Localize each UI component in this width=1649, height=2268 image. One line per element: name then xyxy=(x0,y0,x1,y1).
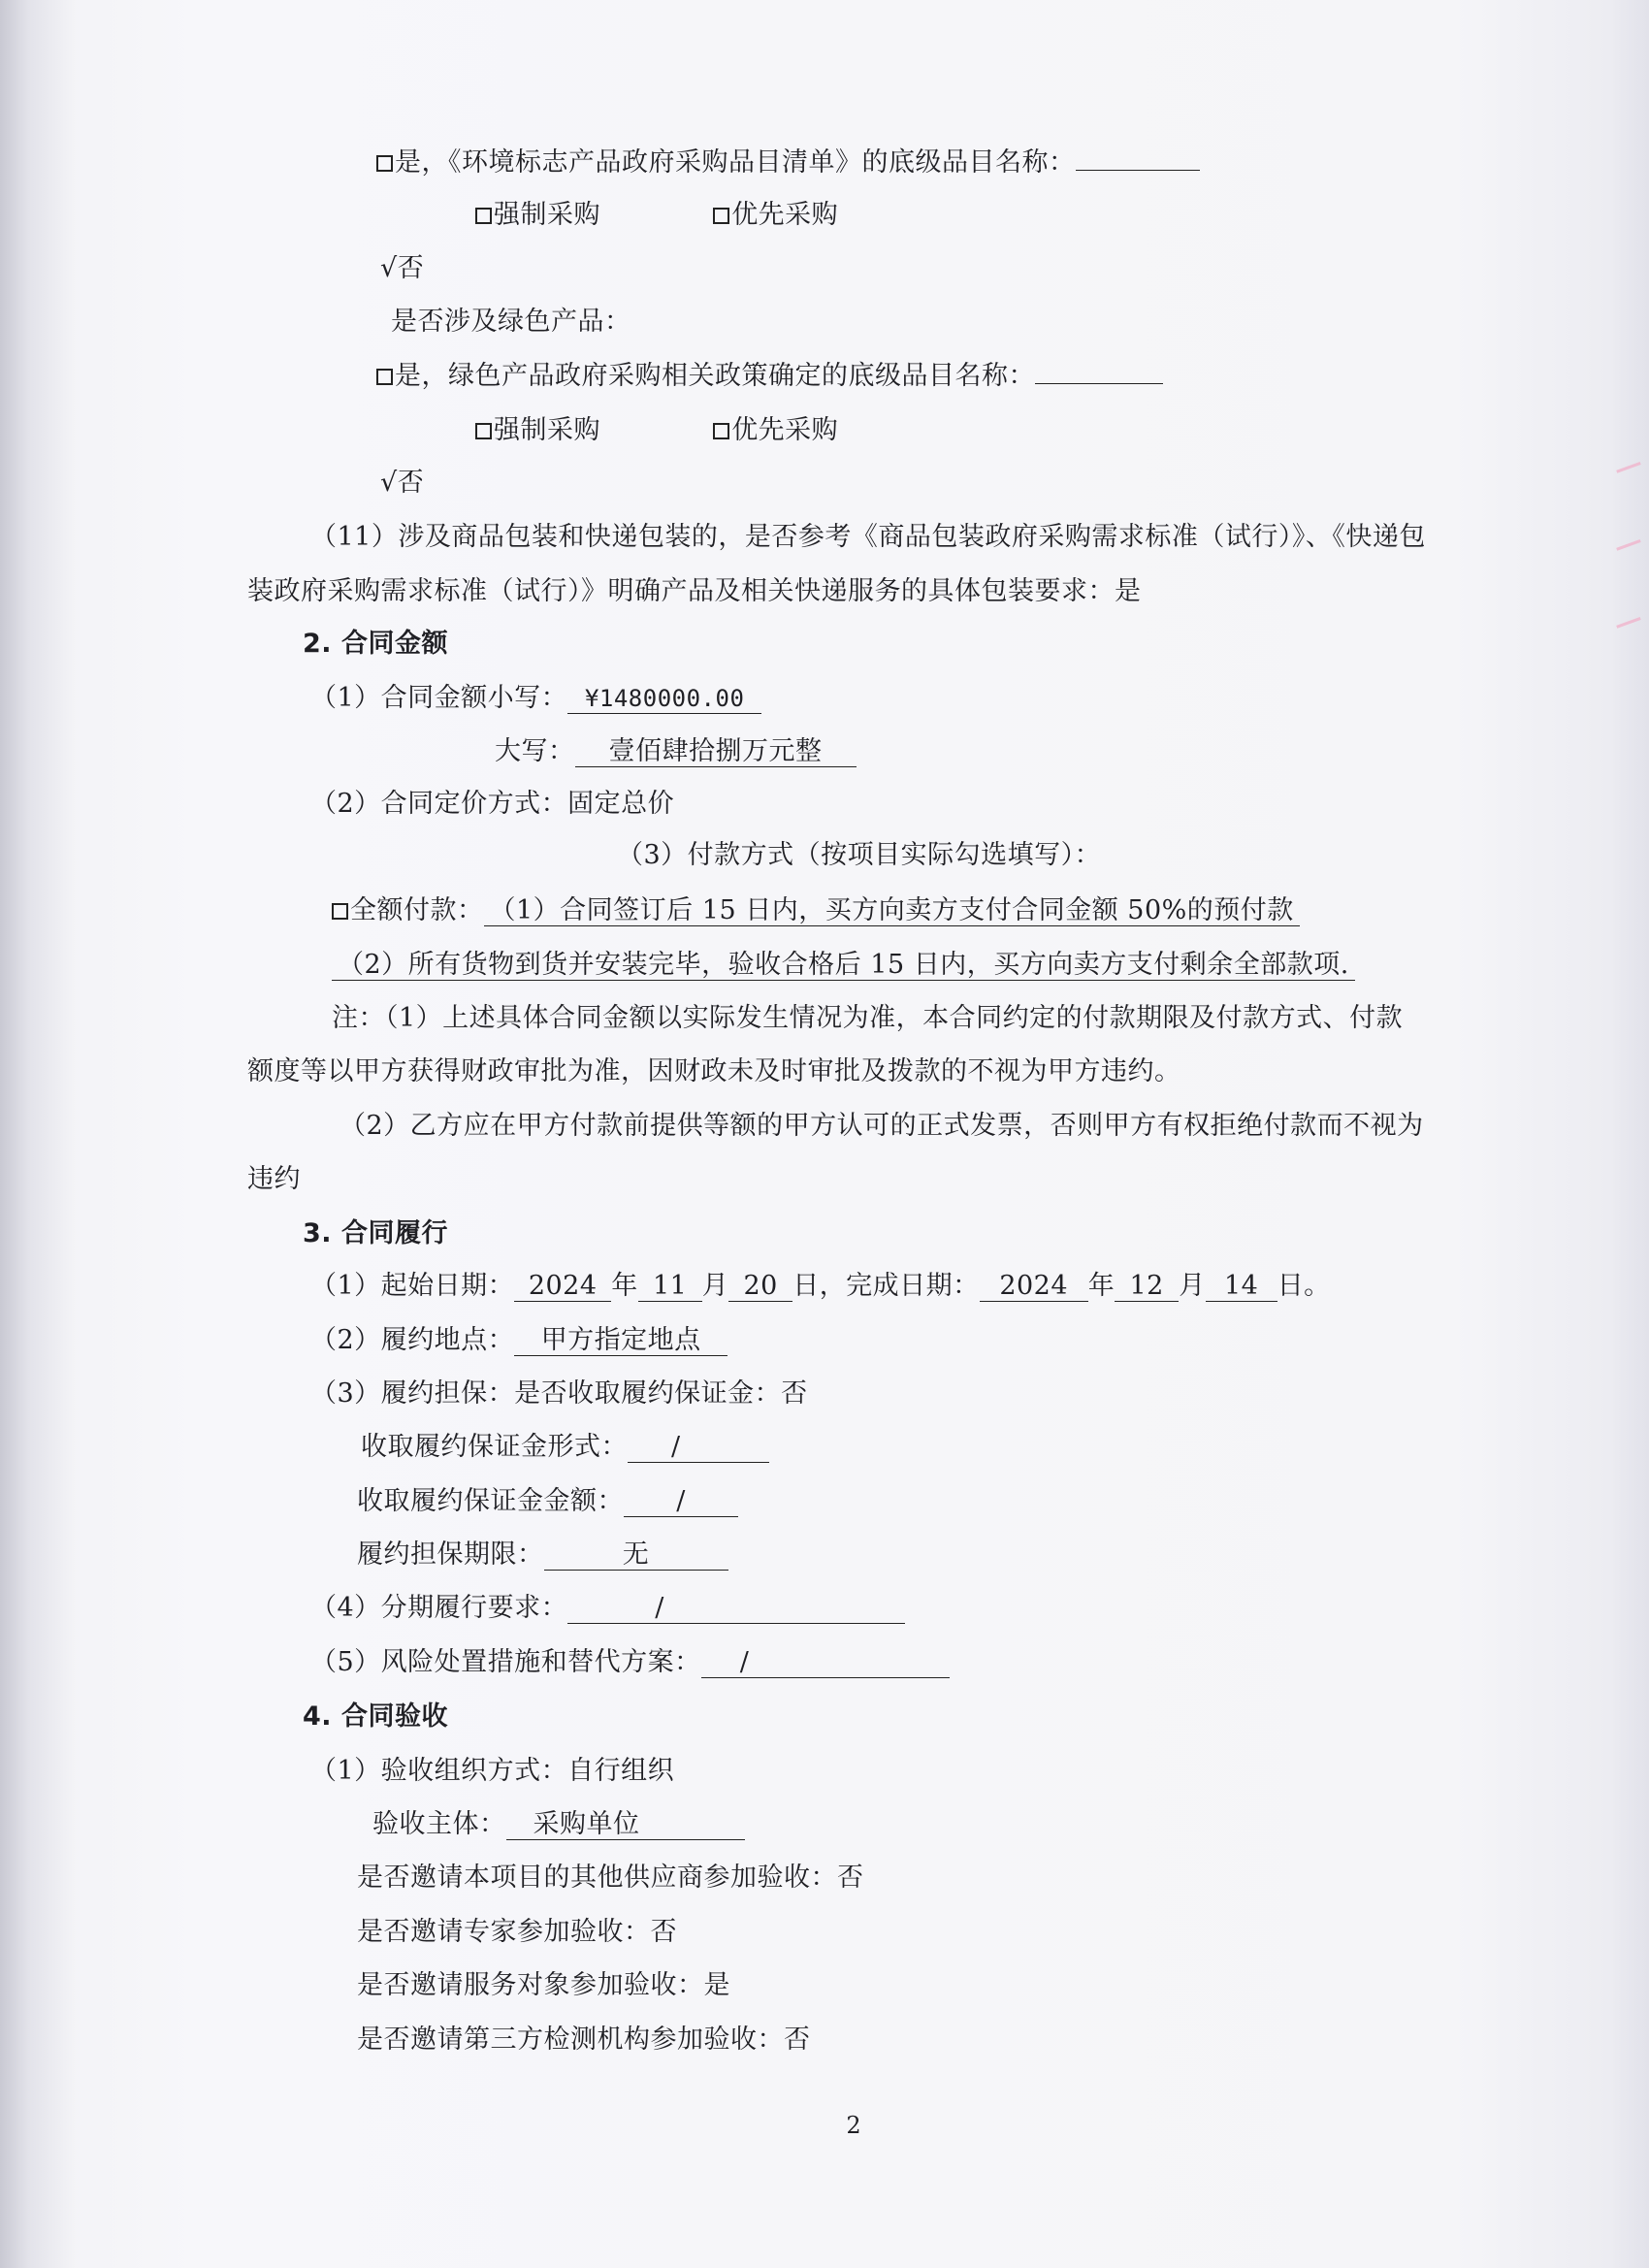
acceptance-q4: 是否邀请第三方检测机构参加验收：否 xyxy=(357,2025,811,2055)
pricing-method: （2）合同定价方式：固定总价 xyxy=(310,789,675,819)
risk-value: / xyxy=(701,1648,950,1678)
amount-large-line: 大写： 壹佰肆拾捌万元整 xyxy=(495,734,857,769)
acceptance-org-method: （1）验收组织方式：自行组织 xyxy=(310,1756,675,1786)
checkbox-full-payment[interactable] xyxy=(332,903,348,920)
guarantee-period-value: 无 xyxy=(544,1540,728,1571)
deposit-amount-line: 收取履约保证金金额： / xyxy=(357,1484,738,1519)
binding-edge xyxy=(0,0,76,2268)
dates-line: （1）起始日期： 2024 年 11 月 20 日，完成日期： 2024 年 12 月 14 日。 xyxy=(310,1271,1331,1301)
page-number: 2 xyxy=(846,2112,861,2139)
deposit-form-value: / xyxy=(628,1433,769,1463)
end-year: 2024 xyxy=(980,1272,1088,1302)
note-1-line-1: 注：（1）上述具体合同金额以实际发生情况为准，本合同约定的付款期限及付款方式、付款 xyxy=(332,1003,1404,1033)
acceptance-q1: 是否邀请本项目的其他供应商参加验收：否 xyxy=(357,1863,864,1893)
amount-heading: 2. 合同金额 xyxy=(303,629,448,659)
performance-heading: 3. 合同履行 xyxy=(303,1218,448,1248)
checkbox-env-mandatory[interactable] xyxy=(475,208,492,224)
start-month: 11 xyxy=(638,1272,702,1302)
checkbox-env-priority[interactable] xyxy=(713,208,729,224)
installment-line: （4）分期履行要求： / xyxy=(310,1591,905,1626)
start-day: 20 xyxy=(728,1272,792,1302)
green-no-line: √否 xyxy=(380,468,425,498)
installment-value: / xyxy=(567,1594,905,1624)
full-payment-term-1: （1）合同签订后 15 日内，买方向卖方支付合同金额 50%的预付款 xyxy=(484,896,1300,926)
acceptance-subject-value: 采购单位 xyxy=(506,1810,745,1840)
acceptance-q2: 是否邀请专家参加验收：否 xyxy=(357,1917,677,1947)
full-payment-term-2: （2）所有货物到货并安装完毕，验收合格后 15 日内，买方向卖方支付剩余全部款项. xyxy=(332,951,1355,981)
full-payment-term-2-line xyxy=(332,948,1355,983)
checkbox-env-yes[interactable] xyxy=(376,155,393,172)
packaging-line-1: （11）涉及商品包装和快递包装的，是否参考《商品包装政府采购需求标准（试行）》、《快递包 xyxy=(310,522,1426,552)
checkbox-green-priority[interactable] xyxy=(713,423,729,439)
note-2-line-1: （2）乙方应在甲方付款前提供等额的甲方认可的正式发票，否则甲方有权拒绝付款而不视为 xyxy=(340,1111,1424,1141)
green-product-question: 是否涉及绿色产品： xyxy=(391,307,631,337)
page-right-edge xyxy=(1610,0,1649,2268)
amount-small-value: ¥1480000.00 xyxy=(567,684,761,714)
start-year: 2024 xyxy=(514,1272,611,1302)
env-no-line: √否 xyxy=(380,253,425,283)
acceptance-q3: 是否邀请服务对象参加验收：是 xyxy=(357,1970,730,2000)
amount-large-value: 壹佰肆拾捌万元整 xyxy=(575,737,857,767)
end-month: 12 xyxy=(1115,1272,1179,1302)
env-label-yes-line: 是，《环境标志产品政府采购品目清单》的底级品目名称： xyxy=(376,146,1200,180)
deposit-form-line: 收取履约保证金形式： / xyxy=(361,1430,769,1465)
green-yes-line: 是，绿色产品政府采购相关政策确定的底级品目名称： xyxy=(376,359,1163,394)
amount-small-line: （1）合同金额小写： ¥1480000.00 xyxy=(310,681,761,716)
location-value: 甲方指定地点 xyxy=(514,1326,728,1356)
env-options-line: 强制采购 优先采购 xyxy=(475,198,838,233)
acceptance-subject-line: 验收主体： 采购单位 xyxy=(372,1807,745,1842)
green-options-line: 强制采购 优先采购 xyxy=(475,413,838,448)
deposit-amount-value: / xyxy=(624,1487,738,1517)
acceptance-heading: 4. 合同验收 xyxy=(303,1701,448,1732)
payment-method: （3）付款方式（按项目实际勾选填写）： xyxy=(617,840,1102,870)
note-1-line-2: 额度等以甲方获得财政审批为准，因财政未及时审批及拨款的不视为甲方违约。 xyxy=(247,1056,1181,1086)
note-2-line-2: 违约 xyxy=(247,1164,301,1194)
green-item-blank xyxy=(1035,383,1163,384)
guarantee-line: （3）履约担保：是否收取履约保证金：否 xyxy=(310,1378,808,1409)
env-item-blank xyxy=(1076,170,1200,171)
checkbox-green-yes[interactable] xyxy=(376,369,393,385)
end-day: 14 xyxy=(1206,1272,1277,1302)
guarantee-period-line: 履约担保期限： 无 xyxy=(357,1538,728,1572)
checkbox-green-mandatory[interactable] xyxy=(475,423,492,439)
location-line: （2）履约地点： 甲方指定地点 xyxy=(310,1323,728,1358)
full-payment-line: 全额付款： （1）合同签订后 15 日内，买方向卖方支付合同金额 50%的预付款 xyxy=(332,893,1300,928)
packaging-line-2: 装政府采购需求标准（试行）》明确产品及相关快递服务的具体包装要求：是 xyxy=(247,576,1142,606)
risk-line: （5）风险处置措施和替代方案： / xyxy=(310,1645,950,1680)
